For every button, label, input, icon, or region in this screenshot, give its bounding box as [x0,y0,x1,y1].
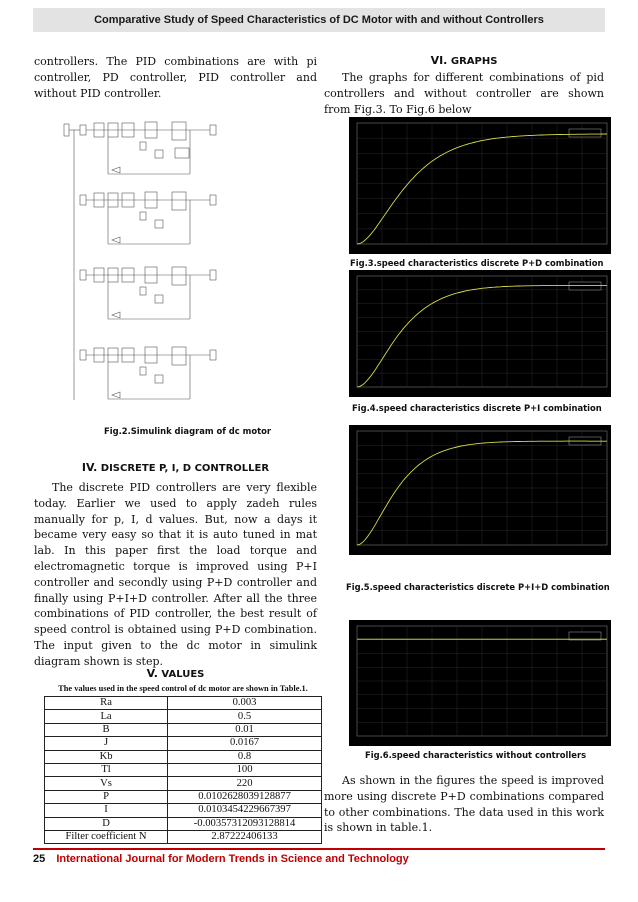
param-value-cell: 0.0102628039128877 [168,790,322,803]
param-name-cell: P [45,790,168,803]
table-row [45,697,322,710]
param-name-cell: Ra [45,697,168,710]
table-row [45,737,322,750]
table-row [45,790,322,803]
fig6-svg [349,620,611,746]
section6-number: VI. [430,54,448,67]
table-row [45,710,322,723]
table-row [45,750,322,763]
table-row [45,777,322,790]
section5-heading [34,667,317,680]
section6-heading [324,54,604,67]
section4-number: IV. [81,461,98,474]
param-value-cell: 2.87222406133 [168,830,322,843]
section4-body: The discrete PID controllers are very flexible today. Earlier we used to apply zadeh rules manually for p, I, d values. But, now a days it became very easy so that it is auto tuned in mat lab. In this paper first the load torque and electromagnetic torque is improved using P+I controller and secondly using P+D controller and finally using P+I+D controller. After all the three combinations of PID controller, the best result of speed control is obtained using P+D combination. The input given to the dc motor in simulink diagram shown is step. [34,481,317,668]
fig6-caption: Fig.6.speed characteristics without controllers [365,750,587,760]
param-name-cell: I [45,804,168,817]
footer-rule [33,848,605,850]
fig3-caption: Fig.3.speed characteristics discrete P+D combination [350,258,604,268]
param-value-cell: 0.01 [168,723,322,736]
table-row [45,830,322,843]
section6-title: GRAPHS [450,56,498,67]
fig3-svg [349,117,611,254]
table-title: The values used in the speed control of dc motor are shown in Table.1. [58,684,308,693]
fig4-svg [349,270,611,397]
param-name-cell: D [45,817,168,830]
param-value-cell: 0.8 [168,750,322,763]
section5-title: VALUES [161,669,205,680]
param-name-cell: J [45,737,168,750]
param-name-cell: La [45,710,168,723]
param-value-cell: 0.0167 [168,737,322,750]
param-value-cell: 100 [168,763,322,776]
param-name-cell: B [45,723,168,736]
simulink-diagram [60,112,230,417]
param-value-cell: -0.00357312093128814 [168,817,322,830]
section5-number: V. [146,667,158,680]
fig5-caption: Fig.5.speed characteristics discrete P+I+D combination [346,582,610,592]
table-row [45,723,322,736]
legend-box [569,129,601,137]
fig4-plot [349,270,611,397]
footer [33,853,409,865]
fig5-plot [349,425,611,555]
param-value-cell: 0.5 [168,710,322,723]
fig4-caption: Fig.4.speed characteristics discrete P+I combination [352,403,602,413]
section4-title: DISCRETE P, I, D CONTROLLER [100,463,270,474]
table-row [45,817,322,830]
fig6-plot [349,620,611,746]
fig2-caption: Fig.2.Simulink diagram of dc motor [104,426,272,436]
fig5-svg [349,425,611,555]
param-name-cell: Filter coefficient N [45,830,168,843]
page-number: 25 [33,853,46,865]
param-name-cell: Tl [45,763,168,776]
table-row [45,763,322,776]
journal-name: International Journal for Modern Trends in Science and Technology [56,853,409,865]
param-name-cell: Vs [45,777,168,790]
fig3-plot [349,117,611,254]
param-value-cell: 220 [168,777,322,790]
section6-body: The graphs for different combinations of pid controllers and without controller are shown from Fig.3. To Fig.6 below [324,71,604,116]
running-header: Comparative Study of Speed Characteristics of DC Motor with and without Controllers [33,8,605,32]
values-table [44,696,322,844]
conclusion-paragraph: As shown in the figures the speed is improved more using discrete P+D combinations compared to other combinations. The data used in this work is shown in table.1. [324,774,604,835]
section4-heading [34,461,317,474]
table-row [45,804,322,817]
param-value-cell: 0.0103454229667397 [168,804,322,817]
param-value-cell: 0.003 [168,697,322,710]
intro-paragraph: controllers. The PID combinations are with pi controller, PD controller, PID controller and without PID controller. [34,55,317,100]
param-name-cell: Kb [45,750,168,763]
